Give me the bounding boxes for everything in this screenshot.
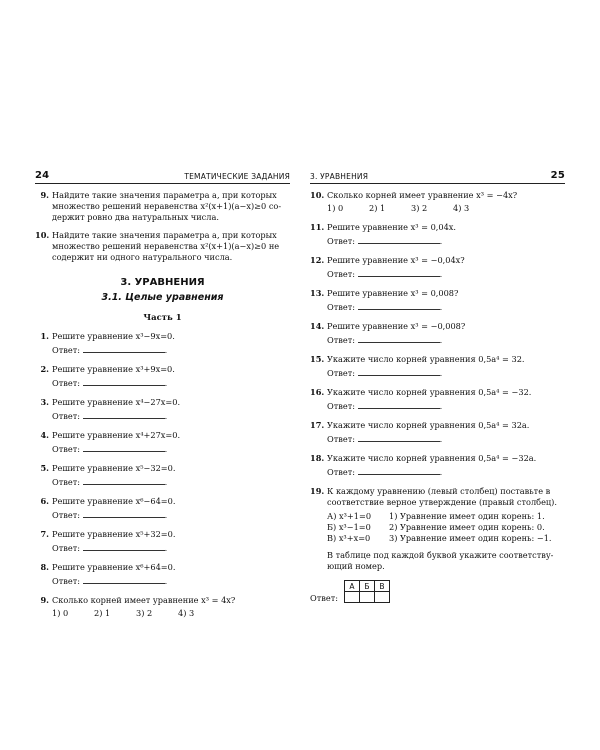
problem-text: Укажите число корней уравнения 0,5a⁴ = 32. bbox=[327, 354, 525, 364]
problem-item bbox=[310, 222, 565, 247]
problem-item bbox=[310, 387, 565, 412]
answer-label: Ответ: bbox=[52, 477, 80, 487]
answer-label: Ответ: bbox=[52, 444, 80, 454]
problem-text: Укажите число корней уравнения 0,5a⁴ = −32. bbox=[327, 387, 532, 397]
answer-label: Ответ: bbox=[52, 345, 80, 355]
answer-row: Ответ: . bbox=[327, 302, 443, 312]
problem-text-line: множество решений неравенства x²(x+1)(a−x)≥0 со- bbox=[52, 201, 282, 211]
answer-choices bbox=[310, 203, 565, 214]
answer-label: Ответ: bbox=[52, 411, 80, 421]
problem-number: 3. bbox=[40, 397, 49, 407]
answer-blank[interactable] bbox=[83, 344, 165, 353]
problem-number: 11. bbox=[310, 222, 325, 232]
answer-row: Ответ: . bbox=[327, 335, 443, 345]
answer-blank[interactable] bbox=[83, 410, 165, 419]
problem-number: 16. bbox=[310, 387, 325, 397]
problem-item bbox=[310, 321, 565, 346]
answer-blank[interactable] bbox=[358, 301, 440, 310]
problem-text-line: держит ровно два натуральных числа. bbox=[52, 212, 219, 222]
problem-text: Решите уравнение x³−9x=0. bbox=[52, 331, 175, 341]
problem-text: Решите уравнение x³ = 0,008? bbox=[327, 288, 459, 298]
instruction-line: ющий номер. bbox=[327, 561, 385, 571]
answer-cell[interactable] bbox=[345, 592, 360, 603]
problem-number: 10. bbox=[310, 190, 325, 200]
problem-number: 19. bbox=[310, 486, 325, 496]
answer-blank[interactable] bbox=[358, 466, 440, 475]
answer-row: Ответ: . bbox=[327, 368, 443, 378]
matching-list bbox=[310, 511, 565, 544]
answer-row: Ответ: . bbox=[52, 411, 168, 421]
left-page bbox=[35, 170, 290, 627]
answer-blank[interactable] bbox=[358, 400, 440, 409]
problem-number: 9. bbox=[40, 190, 49, 200]
problem-text: Сколько корней имеет уравнение x³ = 4x? bbox=[52, 595, 236, 605]
answer-choice[interactable]: 1) 0 bbox=[327, 203, 344, 213]
problem-number: 18. bbox=[310, 453, 325, 463]
problem-number: 2. bbox=[40, 364, 49, 374]
problem-text: Решите уравнение x³ = −0,04x? bbox=[327, 255, 465, 265]
problem-item bbox=[310, 288, 565, 313]
section-title: 3. УРАВНЕНИЯ bbox=[120, 277, 205, 288]
answer-blank[interactable] bbox=[358, 367, 440, 376]
answer-blank[interactable] bbox=[358, 433, 440, 442]
answer-label: Ответ: bbox=[327, 236, 355, 246]
answer-row: Ответ: . bbox=[52, 378, 168, 388]
page-number: 24 bbox=[35, 170, 50, 181]
problem-item bbox=[35, 397, 290, 422]
problem-text: Решите уравнение x⁵−32=0. bbox=[52, 463, 176, 473]
problem-item bbox=[35, 562, 290, 587]
problem-number: 7. bbox=[40, 529, 49, 539]
problem-number: 6. bbox=[40, 496, 49, 506]
answer-label: Ответ: bbox=[327, 467, 355, 477]
matching-equation: Б) x³−1=0 bbox=[327, 522, 371, 532]
answer-row: Ответ: . bbox=[52, 477, 168, 487]
table-header: Б bbox=[360, 581, 375, 592]
answer-row: Ответ: . bbox=[52, 510, 168, 520]
answer-label: Ответ: bbox=[327, 434, 355, 444]
answer-table-row bbox=[310, 580, 565, 603]
answer-label: Ответ: bbox=[52, 510, 80, 520]
problem-9 bbox=[35, 190, 290, 223]
answer-label: Ответ: bbox=[327, 335, 355, 345]
problem-item bbox=[35, 364, 290, 389]
problem-item bbox=[35, 463, 290, 488]
problem-19 bbox=[310, 486, 565, 603]
problem-number: 4. bbox=[40, 430, 49, 440]
answer-cell[interactable] bbox=[375, 592, 390, 603]
answer-label: Ответ: bbox=[52, 576, 80, 586]
problem-text-line: Найдите такие значения параметра a, при которых bbox=[52, 190, 277, 200]
answer-blank[interactable] bbox=[358, 268, 440, 277]
answer-row: Ответ: . bbox=[327, 401, 443, 411]
answer-label: Ответ: bbox=[310, 593, 338, 603]
problem-number: 13. bbox=[310, 288, 325, 298]
running-header: 3. УРАВНЕНИЯ bbox=[310, 172, 369, 181]
answer-blank[interactable] bbox=[83, 542, 165, 551]
answer-blank[interactable] bbox=[83, 476, 165, 485]
answer-row: Ответ: . bbox=[52, 543, 168, 553]
answer-blank[interactable] bbox=[83, 377, 165, 386]
problem-number: 9. bbox=[40, 595, 49, 605]
part-title: Часть 1 bbox=[143, 313, 182, 323]
problem-text: Решите уравнение x⁴+27x=0. bbox=[52, 430, 181, 440]
problem-item bbox=[310, 354, 565, 379]
answer-row: Ответ: . bbox=[327, 467, 443, 477]
answer-row: Ответ: . bbox=[327, 236, 443, 246]
matching-equation: А) x³+1=0 bbox=[327, 511, 372, 521]
running-header: ТЕМАТИЧЕСКИЕ ЗАДАНИЯ bbox=[184, 172, 290, 181]
table-header: В bbox=[375, 581, 390, 592]
problem-list bbox=[310, 222, 565, 478]
problem-item bbox=[35, 529, 290, 554]
answer-row: Ответ: . bbox=[327, 434, 443, 444]
problem-text: Сколько корней имеет уравнение x³ = −4x? bbox=[327, 190, 518, 200]
problem-text: Решите уравнение x⁴−27x=0. bbox=[52, 397, 181, 407]
answer-label: Ответ: bbox=[327, 269, 355, 279]
problem-number: 14. bbox=[310, 321, 325, 331]
answer-label: Ответ: bbox=[52, 543, 80, 553]
answer-choice[interactable]: 2) 1 bbox=[369, 203, 386, 213]
matching-statement: 2) Уравнение имеет один корень: 0. bbox=[389, 522, 545, 532]
instruction-line: В таблице под каждой буквой укажите соответству- bbox=[327, 550, 554, 560]
answer-blank[interactable] bbox=[83, 509, 165, 518]
problem-text: Решите уравнение x⁵+32=0. bbox=[52, 529, 176, 539]
answer-row: Ответ: . bbox=[327, 269, 443, 279]
matching-statement: 1) Уравнение имеет один корень: 1. bbox=[389, 511, 545, 521]
problem-item-choice bbox=[35, 595, 290, 619]
answer-label: Ответ: bbox=[52, 378, 80, 388]
right-page bbox=[310, 170, 565, 603]
table-header: А bbox=[345, 581, 360, 592]
answer-choice[interactable]: 3) 2 bbox=[411, 203, 428, 213]
answer-row: Ответ: . bbox=[52, 345, 168, 355]
answer-cell[interactable] bbox=[360, 592, 375, 603]
answer-choice[interactable]: 4) 3 bbox=[178, 608, 195, 618]
problem-text-line: Найдите такие значения параметра a, при которых bbox=[52, 230, 277, 240]
problem-text: Решите уравнение x³+9x=0. bbox=[52, 364, 175, 374]
problem-text-line: соответствие верное утверждение (правый столбец). bbox=[327, 497, 557, 507]
answer-blank[interactable] bbox=[358, 235, 440, 244]
problem-text: Решите уравнение x³ = 0,04x. bbox=[327, 222, 457, 232]
problem-number: 12. bbox=[310, 255, 325, 265]
answer-row: Ответ: . bbox=[52, 576, 168, 586]
problem-number: 1. bbox=[40, 331, 49, 341]
problem-text: Решите уравнение x⁶−64=0. bbox=[52, 496, 176, 506]
problem-text: Решите уравнение x³ = −0,008? bbox=[327, 321, 466, 331]
matching-equation: В) x³+x=0 bbox=[327, 533, 371, 543]
problem-number: 8. bbox=[40, 562, 49, 572]
answer-choice[interactable]: 2) 1 bbox=[94, 608, 111, 618]
problem-item bbox=[310, 255, 565, 280]
problem-item bbox=[35, 430, 290, 455]
answer-table bbox=[344, 580, 390, 603]
problem-item bbox=[35, 331, 290, 356]
problem-item bbox=[35, 496, 290, 521]
problem-number: 15. bbox=[310, 354, 325, 364]
problem-number: 17. bbox=[310, 420, 325, 430]
problem-text: Решите уравнение x⁶+64=0. bbox=[52, 562, 176, 572]
problem-text-line: содержит ни одного натурального числа. bbox=[52, 252, 233, 262]
problem-10 bbox=[35, 230, 290, 263]
problem-text: Укажите число корней уравнения 0,5a⁴ = 32a. bbox=[327, 420, 530, 430]
problem-item bbox=[310, 453, 565, 478]
matching-statement: 3) Уравнение имеет один корень: −1. bbox=[389, 533, 552, 543]
answer-label: Ответ: bbox=[327, 302, 355, 312]
answer-choice[interactable]: 3) 2 bbox=[136, 608, 153, 618]
problem-text-line: К каждому уравнению (левый столбец) поставьте в bbox=[327, 486, 551, 496]
answer-label: Ответ: bbox=[327, 368, 355, 378]
left-page-header bbox=[35, 170, 290, 184]
answer-choice[interactable]: 1) 0 bbox=[52, 608, 69, 618]
subsection-title: 3.1. Целые уравнения bbox=[101, 292, 224, 303]
problem-number: 5. bbox=[40, 463, 49, 473]
page-number: 25 bbox=[550, 170, 565, 181]
answer-blank[interactable] bbox=[83, 443, 165, 452]
answer-label: Ответ: bbox=[327, 401, 355, 411]
answer-choices bbox=[35, 608, 290, 619]
problem-item bbox=[310, 420, 565, 445]
problem-number: 10. bbox=[35, 230, 50, 240]
answer-blank[interactable] bbox=[358, 334, 440, 343]
right-page-header bbox=[310, 170, 565, 184]
problem-list bbox=[35, 331, 290, 619]
problem-text-line: множество решений неравенства x²(x+1)(a−x)≥0 не bbox=[52, 241, 280, 251]
problem-text: Укажите число корней уравнения 0,5a⁴ = −32a. bbox=[327, 453, 537, 463]
answer-blank[interactable] bbox=[83, 575, 165, 584]
problem-item-choice bbox=[310, 190, 565, 214]
answer-row: Ответ: . bbox=[52, 444, 168, 454]
answer-choice[interactable]: 4) 3 bbox=[453, 203, 470, 213]
